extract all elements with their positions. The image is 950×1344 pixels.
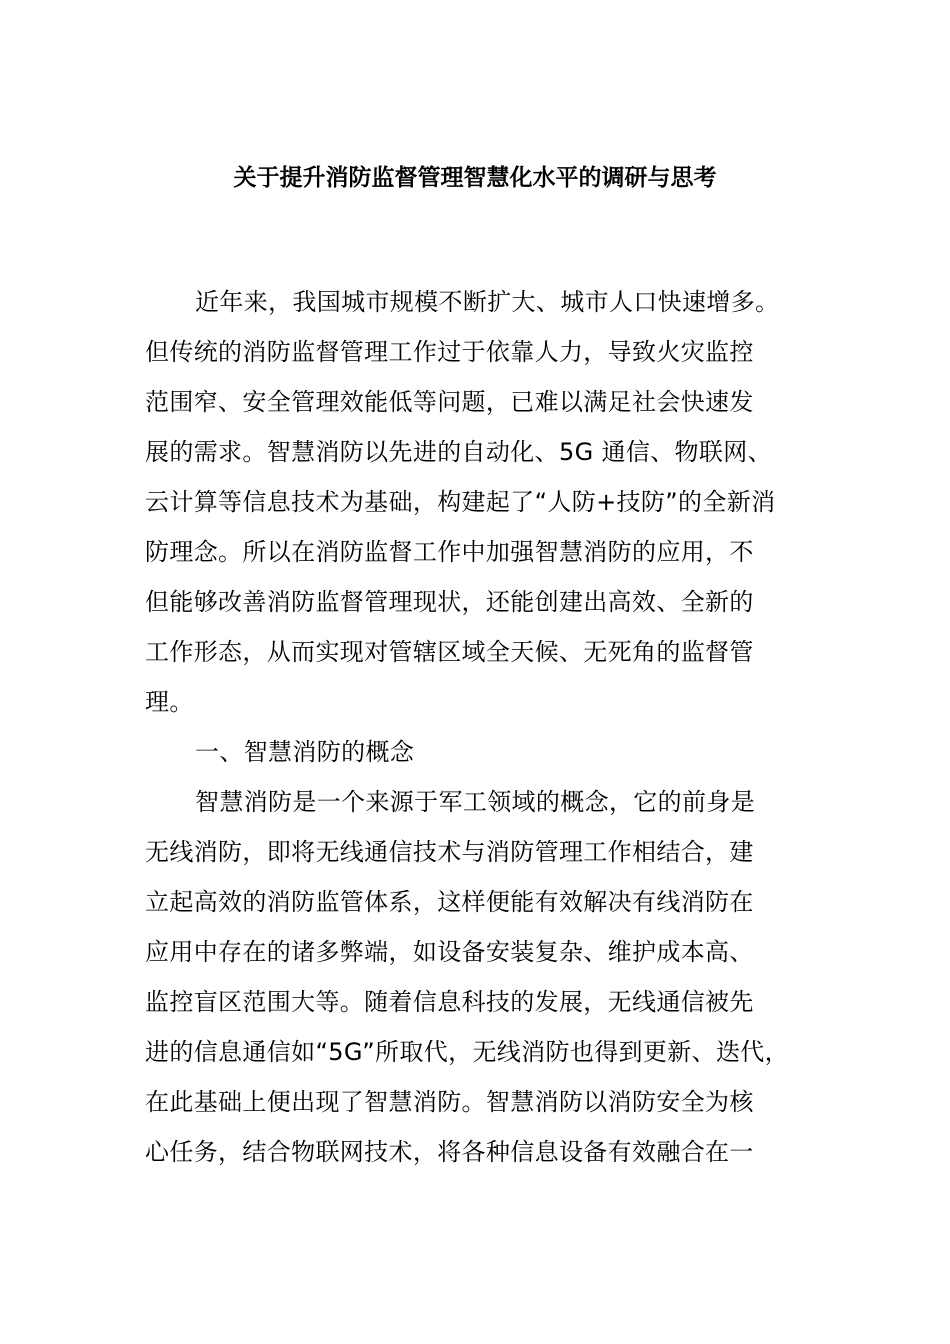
paragraph-line: 理。 xyxy=(145,688,194,716)
paragraph-line: 防理念。所以在消防监督工作中加强智慧消防的应用，不 xyxy=(145,538,754,566)
paragraph-line: 但能够改善消防监督管理现状，还能创建出高效、全新的 xyxy=(145,588,754,616)
paragraph-line: 立起高效的消防监管体系，这样便能有效解决有线消防在 xyxy=(145,888,754,916)
paragraph-line: 近年来，我国城市规模不断扩大、城市人口快速增多。 xyxy=(195,288,780,316)
paragraph-line: 云计算等信息技术为基础，构建起了“人防+技防”的全新消 xyxy=(145,488,776,516)
paragraph-line: 心任务，结合物联网技术，将各种信息设备有效融合在一 xyxy=(145,1138,754,1166)
paragraph-line: 进的信息通信如“5G”所取代，无线消防也得到更新、迭代， xyxy=(145,1038,790,1066)
paragraph-line: 应用中存在的诸多弊端，如设备安装复杂、维护成本高、 xyxy=(145,938,754,966)
paragraph-line: 但传统的消防监督管理工作过于依靠人力，导致火灾监控 xyxy=(145,338,754,366)
paragraph-line: 在此基础上便出现了智慧消防。智慧消防以消防安全为核 xyxy=(145,1088,754,1116)
paragraph-line: 智慧消防是一个来源于军工领域的概念，它的前身是 xyxy=(195,788,756,816)
paragraph-line: 展的需求。智慧消防以先进的自动化、5G 通信、物联网、 xyxy=(145,438,772,466)
paragraph-line: 工作形态，从而实现对管辖区域全天候、无死角的监督管 xyxy=(145,638,754,666)
document-title: 关于提升消防监督管理智慧化水平的调研与思考 xyxy=(233,165,717,191)
paragraph-line: 监控盲区范围大等。随着信息科技的发展，无线通信被先 xyxy=(145,988,754,1016)
paragraph-line: 无线消防，即将无线通信技术与消防管理工作相结合，建 xyxy=(145,838,754,866)
paragraph-line: 范围窄、安全管理效能低等问题，已难以满足社会快速发 xyxy=(145,388,754,416)
section-heading: 一、智慧消防的概念 xyxy=(195,738,415,766)
